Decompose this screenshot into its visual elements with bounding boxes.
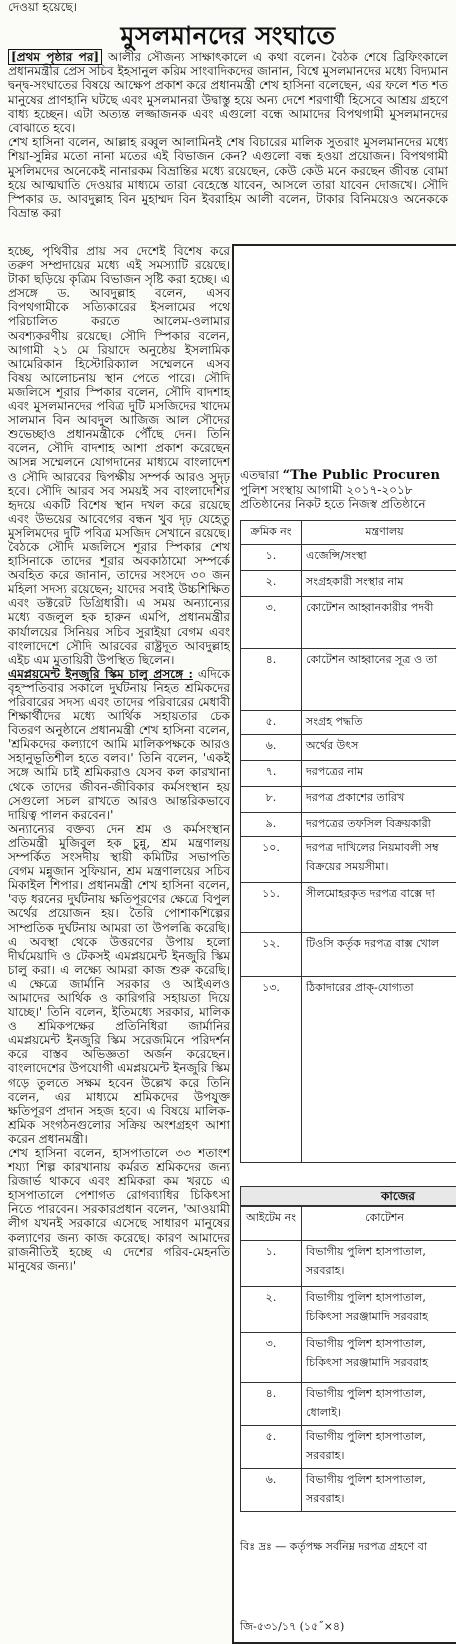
row-number: ৭. (241, 761, 302, 787)
ad-note: বিঃ দ্রঃ — কর্তৃপক্ষ সর্বনিম্ন দরপত্র গ্রহণে বা (240, 1540, 428, 1553)
row-number: ১০. (241, 837, 302, 883)
table-row (241, 1469, 456, 1512)
row-number: ২. (241, 571, 302, 597)
top-fragment: দেওয়া হয়েছে। (8, 0, 77, 14)
row-label: দরপত্রের তফসিল বিক্রয়কারী (302, 813, 456, 837)
item-number: ৬. (241, 1469, 302, 1512)
tender-advertisement (232, 244, 456, 1644)
row-label: দরপত্রের নাম (302, 761, 456, 787)
ad-intro-line-3: প্রতিষ্ঠানের নিকট হতে নিজস্ব প্রতিষ্ঠানে (240, 497, 426, 511)
intro-text: আলীর সৌজন্য সাক্ষাৎকালে এ কথা বলেন। বৈঠক শেষে ব্রিফিংকালে প্রধানমন্ত্রীর প্রেস সচিব ইহসানুল করিম সাংবাদিকদের জানান, বিশ্বে মুসলমানদের মধ্যে বিদ্যমান দ্বন্দ্ব-সংঘাতের বিষয়ে আক্ষেপ প্রকাশ করে প্রধানমন্ত্রী শেখ হাসিনা বলেছেন, এর ফলে শত শত মানুষের প্রাণহানি ঘটছে এবং মুসলমানরা উদ্বাস্তু হয়ে অন্য দেশে শরণার্থী হিসেবে আশ্রয় গ্রহণে বাধ্য হচ্ছেন। এটা অত্যন্ত লজ্জাজনক এবং এগুলো বন্ধে আমাদের বিপথগামী মুসলমানদের বোঝাতে হবে। (8, 50, 448, 136)
table-row (241, 787, 456, 813)
row-label: দরপত্র প্রকাশের তারিখ (302, 787, 456, 813)
row-number: ১১. (241, 883, 302, 933)
item-text: বিভাগীয় পুলিশ হাসপাতাল, সরবরাহ। (302, 1469, 456, 1512)
work-section-title: কাজের (240, 1186, 456, 1206)
item-text: বিভাগীয় পুলিশ হাসপাতাল, ধোলাই। (302, 1383, 456, 1426)
table-row (241, 735, 456, 761)
ad-intro (240, 468, 456, 511)
row-number: ৩. (241, 597, 302, 649)
column-paragraph-2 (8, 667, 230, 822)
table-row (241, 761, 456, 787)
continued-kicker: [প্রথম পৃষ্ঠার পর] (8, 49, 102, 65)
work-table-header (241, 1207, 456, 1241)
headline: মুসলমানদের সংঘাতে (120, 21, 336, 50)
table-row (241, 977, 456, 1163)
item-text: বিভাগীয় পুলিশ হাসপাতাল, চিকিৎসা সরঞ্জামাদি সরবরাহ (302, 1287, 456, 1333)
item-number: ৫. (241, 1426, 302, 1469)
table-row (241, 571, 456, 597)
row-number: ১. (241, 545, 302, 571)
row-label: দরপত্র দাখিলের নিয়মাবলী সম্ব বিক্রয়ের সময়সীমা। (302, 837, 456, 883)
subhead-injury-scheme: এমপ্লয়মেন্ট ইনজুরি স্কিম চালু প্রসঙ্গে : (8, 666, 193, 681)
header-serial: ক্রমিক নং (241, 521, 302, 545)
row-number: ১২. (241, 933, 302, 977)
table-row (241, 1426, 456, 1469)
row-label: সীলমোহরকৃত দরপত্র বাক্সে দা (302, 883, 456, 933)
row-label: এজেন্সি/সংস্থা (302, 545, 456, 571)
item-text: বিভাগীয় পুলিশ হাসপাতাল, চিকিৎসা সরঞ্জামাদি সরবরাহ (302, 1333, 456, 1383)
column-paragraph-2-text: এদিকে বৃহস্পতিবার সকালে দুর্ঘটনায় নিহত শ্রমিকদের পরিবারের সদস্য এবং তাদের পরিবারের মেধাবী শিক্ষার্থীদের মধ্যে আর্থিক সহায়তার চেক বিতরণ অনুষ্ঠানে প্রধানমন্ত্রী শেখ হাসিনা বলেন, 'শ্রমিকদের কল্যাণে আমি মালিকপক্ষকে আরও সহানুভূতিশীল হতে বলব।' তিনি বলেন, 'একই সঙ্গে আমি চাই শ্রমিকরাও যেসব কল কারখানা থেকে তাদের জীবন-জীবিকার কর্মসংস্থান হয় সেগুলো সচল রাখতে আরও আন্তরিকভাবে দায়িত্ব পালন করবেন।' (8, 666, 230, 822)
ad-footer-code: জি-৫৩১/১৭ (১৫˝×৪) (240, 1620, 345, 1633)
article-column (8, 244, 230, 1273)
row-number: ১৩. (241, 977, 302, 1163)
row-number: ৫. (241, 711, 302, 735)
table-row (241, 1241, 456, 1287)
tender-table-header (241, 521, 456, 545)
table-row (241, 1287, 456, 1333)
table-row (241, 711, 456, 735)
table-row (241, 1383, 456, 1426)
row-label: অর্থের উৎস (302, 735, 456, 761)
ad-intro-line-1 (240, 468, 456, 483)
row-number: ৪. (241, 649, 302, 711)
row-number: ৬. (241, 735, 302, 761)
row-label: ঠিকাদারের প্রাক্-যোগ্যতা (302, 977, 456, 1163)
ad-intro-line-2: পুলিশ সংস্থায় আগামী ২০১৭-২০১৮ (240, 483, 413, 497)
table-row (241, 597, 456, 649)
ad-intro-bold: “The Public Procuren (282, 468, 440, 483)
table-row (241, 837, 456, 883)
table-row (241, 1333, 456, 1383)
table-row (241, 545, 456, 571)
work-items-table (240, 1206, 456, 1512)
row-label: কোটেশন আহ্বানের সূত্র ও তা (302, 649, 456, 711)
ad-intro-prefix: এতদ্বারা (240, 468, 283, 482)
item-number: ১. (241, 1241, 302, 1287)
intro-paragraph-1 (8, 50, 448, 135)
row-label: সংগ্রহকারী সংস্থার নাম (302, 571, 456, 597)
column-paragraph-3: অন্যান্যের বক্তব্য দেন শ্রম ও কর্মসংস্থান প্রতিমন্ত্রী মুজিবুল হক চুন্নু, শ্রম মন্ত্রণালয় সম্পর্কিত সংসদীয় স্থায়ী কমিটির সভাপতি বেগম মন্নুজান সুফিয়ান, শ্রম মন্ত্রণালয়ের সচিব মিকাইল শিপার। প্রধানমন্ত্রী শেখ হাসিনা বলেন, 'বড় ধরনের দুর্ঘটনায় ক্ষতিপূরণের ক্ষেত্রে বিপুল অর্থের প্রয়োজন হয়। তৈরি পোশাকশিল্পের সাম্প্রতিক দুর্ঘটনায় আমরা তা উপলব্ধি করেছি। এ অবস্থা থেকে উত্তরণের উপায় হলো দীর্ঘমেয়াদি ও টেকসই এমপ্লয়মেন্ট ইনজুরি স্কিম চালু করা। এ লক্ষ্যে আমরা কাজ শুরু করেছি। এ ক্ষেত্রে জার্মানি সরকার ও আইএলও আমাদের আর্থিক ও কারিগরি সহায়তা দিয়ে যাচ্ছে।' তিনি বলেন, ইতিমধ্যে সরকার, মালিক ও শ্রমিকপক্ষের প্রতিনিধিরা জার্মানির এমপ্লয়মেন্ট ইনজুরি স্কিম সরেজমিনে পরিদর্শন করে বাস্তব অভিজ্ঞতা অর্জন করেছেন। বাংলাদেশের উপযোগী এমপ্লয়মেন্ট ইনজুরি স্কিম গড়ে তুলতে সক্ষম হবেন উল্লেখ করে তিনি বলেন, এর মাধ্যমে শ্রমিকদের উপযুক্ত ক্ষতিপূরণ প্রদান সহজ হবে। এ বিষয়ে মালিক-শ্রমিক সংগঠনগুলোর সক্রিয় অংশগ্রহণ আশা করেন প্রধানমন্ত্রী। (8, 821, 230, 1146)
row-number: ৮. (241, 787, 302, 813)
table-row (241, 933, 456, 977)
item-number: ৪. (241, 1383, 302, 1426)
item-text: বিভাগীয় পুলিশ হাসপাতাল, সরবরাহ। (302, 1426, 456, 1469)
column-paragraph-1: হচ্ছে, পৃথিবীর প্রায় সব দেশেই বিশেষ করে তরুণ সম্প্রদায়ের মধ্যে এই সমস্যাটি রয়েছে। টাকা ছড়িয়ে কৃত্রিম বিভাজন সৃষ্টি করা হচ্ছে। এ প্রসঙ্গে ড. আবদুল্লাহ বলেন, এসব বিপথগামীকে সত্যিকারের ইসলামের পথে পরিচালিত করতে আলেম-ওলামার অবশ্যকরণীয় রয়েছে। সৌদি স্পিকার বলেন, আগামী ২১ মে রিয়াদে অনুষ্ঠেয় ইসলামিক আমেরিকান হিস্টোরিক্যাল সম্মেলনে এসব বিষয় আলোচনায় স্থান পেতে পারে। সৌদি মজলিসে শূরার স্পিকার বলেন, সৌদি বাদশাহ এবং মুসলমানদের পবিত্র দুটি মসজিদের খাদেম সালমান বিন আবদুল আজিজ আল সৌদের শুভেচ্ছাও প্রধানমন্ত্রীকে পৌঁছে দেন। তিনি বলেন, সৌদি বাদশাহ আশা প্রকাশ করেছেন আসন্ন সম্মেলনে যোগদানের মাধ্যমে বাংলাদেশ ও সৌদি আরবের দ্বিপক্ষীয় সম্পর্ক আরও সুদৃঢ় হবে। সৌদি আরব সব সময়ই সব বাংলাদেশির হৃদয়ে একটি বিশেষ স্থান দখল করে রয়েছে এবং উভয়ের আবেগের বন্ধন খুব দৃঢ় যেহেতু মুসলিমদের দুটি পবিত্র মসজিদ সেখানে রয়েছে। বৈঠকে সৌদি মজলিসে শূরার স্পিকার শেখ হাসিনাকে তাদের শূরার অবকাঠামো সম্পর্কে অবহিত করে জানান, তাদের সংসদে ৩০ জন মহিলা সদস্য রয়েছেন; যাদের সবাই উচ্চশিক্ষিত এবং ডক্টরেট ডিগ্রিধারী। এ সময় অন্যান্যের মধ্যে বজলুল হক হারুন এমপি, প্রধানমন্ত্রীর কার্যালয়ের সিনিয়র সচিব সুরাইয়া বেগম এবং বাংলাদেশে সৌদি আরবের রাষ্ট্রদূত আবদুল্লাহ এইচ এম মুতায়িরী উপস্থিত ছিলেন। (8, 244, 230, 667)
table-row (241, 883, 456, 933)
article-intro (8, 50, 448, 220)
item-number: ৩. (241, 1333, 302, 1383)
column-paragraph-4: শেখ হাসিনা বলেন, হাসপাতালে ৩৩ শতাংশ শয্যা শিল্প কারখানায় কর্মরত শ্রমিকদের জন্য রিজার্ভ থাকবে এবং শ্রমিকরা কম খরচে এ হাসপাতালে পেশাগত রোগব্যাধির চিকিৎসা নিতে পারবেন। সরকারপ্রধান বলেন, 'আওয়ামী লীগ যখনই সরকারে এসেছে সাধারণ মানুষের কল্যাণের জন্য কাজ করেছে। কারণ আমাদের রাজনীতিই হচ্ছে এ দেশের গরিব-মেহনতি মানুষের জন্য।' (8, 1146, 230, 1273)
item-number: ২. (241, 1287, 302, 1333)
table-row (241, 649, 456, 711)
header-quotation: কোটেশন (302, 1207, 456, 1241)
row-label: টিওসি কর্তৃক দরপত্র বাক্স খোল (302, 933, 456, 977)
row-label: সংগ্রহ পদ্ধতি (302, 711, 456, 735)
header-ministry: মন্ত্রণালয় (302, 521, 456, 545)
table-row (241, 813, 456, 837)
item-text: বিভাগীয় পুলিশ হাসপাতাল, সরবরাহ। (302, 1241, 456, 1287)
row-label: কোটেশন আহ্বানকারীর পদবী (302, 597, 456, 649)
header-item-number: আইটেম নং (241, 1207, 302, 1241)
tender-info-table (240, 520, 456, 1163)
row-number: ৯. (241, 813, 302, 837)
intro-paragraph-2: শেখ হাসিনা বলেন, আল্লাহ রব্বুল আলামিনই শেষ বিচারের মালিক সুতরাং মুসলমানদের মধ্যে শিয়া-সুন্নির মতো নানা মতের এই বিভাজন কেন? এগুলো বন্ধ হওয়া প্রয়োজন। বিপথগামী মুসলিমদের অনেকেই নানারকম বিভ্রান্তির মধ্যে রয়েছেন, কেউ কেউ মনে করছেন জীবন্ত বোমা হয়ে আত্মঘাতি দেওয়ার মাধ্যমে তারা বেহেস্তে যাবেন, আসলে তারা যাবেন দোজখে। সৌদি স্পিকার ড. আবদুল্লাহ বিন মুহাম্মদ বিন ইবরাহিম আলী বলেন, টাকার বিনিময়েও অনেককে বিভ্রান্ত করা (8, 135, 448, 221)
